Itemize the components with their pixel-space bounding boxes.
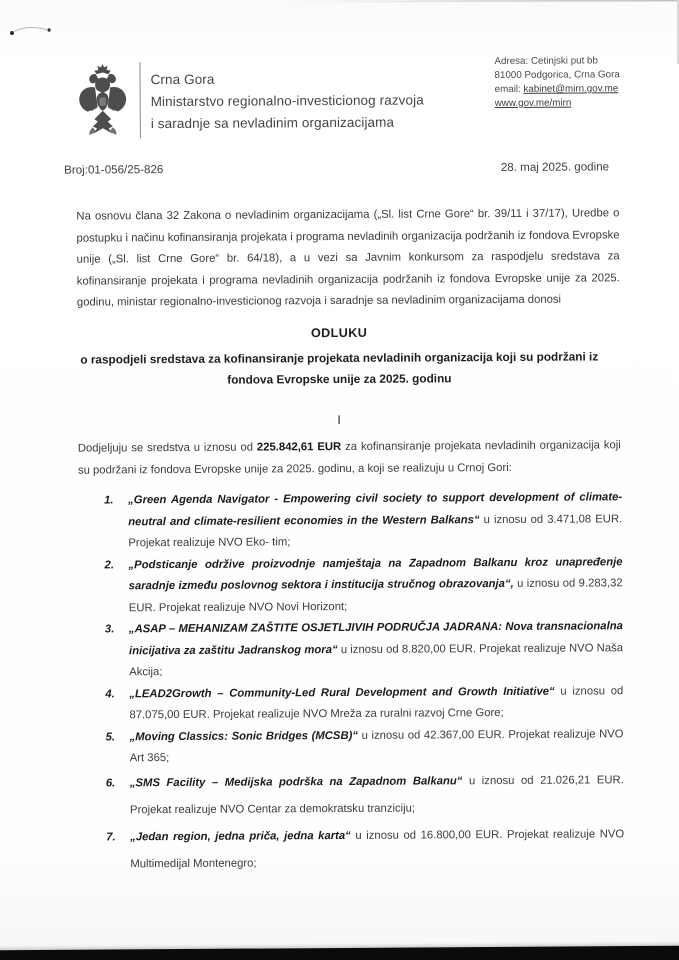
legal-basis-paragraph: Na osnovu člana 32 Zakona o nevladinim organizacijama („Sl. list Crne Gore“ br. 39/11 i 37/17), Uredbe o postupku i načinu kofinansiranja projekata i programa nevladinih organizacija podržanih iz fondova Evropske unije („Sl. list Crne Gore“ br. 64/18), a u vezi sa Javnim konkursom za raspodjelu sredstava za kofinansiranje projekata i programa nevladinih organizacija podržanih iz fondova Evropske unije za 2025. godinu, ministar regionalno-investicionog razvoja i saradnje sa nevladinim organizacijama donosi — [76, 207, 620, 309]
project-number: 3. — [104, 623, 115, 636]
address-street: Adresa: Cetinjski put bb — [494, 55, 598, 68]
list-item — [106, 767, 624, 824]
project-rest: u iznosu od 9.283,32 EUR. Projekat realizuje NVO Novi Horizont; — [128, 577, 623, 614]
ministry-name-line2: i saradnje sa nevladinim organizacijama — [150, 114, 395, 132]
decision-heading — [59, 324, 619, 391]
allocation-paragraph — [78, 435, 621, 481]
decision-subtitle: o raspodjeli sredstava za kofinansiranje projekata nevladinih organizacija koji su podržani iz fondova Evropske unije za 2025. godinu — [80, 349, 599, 387]
project-title: „Green Agenda Navigator - Empowering civil society to support development of climate-neutral and climate-resilient economies in the Western Balkans“ — [128, 491, 623, 528]
ministry-name-line1: Ministarstvo regionalno-investicionog razvoja — [150, 92, 424, 110]
email-label: email: — [494, 83, 524, 96]
list-item — [104, 487, 622, 555]
address-block — [494, 54, 620, 111]
project-title: „Jedan region, jedna priča, jedna karta“ — [130, 829, 351, 843]
website-link[interactable]: www.gov.me/mirn — [494, 97, 572, 110]
project-number: 7. — [106, 830, 116, 843]
letterhead — [77, 57, 424, 142]
country-name: Crna Gora — [150, 71, 215, 88]
montenegro-coat-of-arms-icon — [77, 62, 127, 142]
project-rest: u iznosu od 21.026,21 EUR. Projekat realizuje NVO Centar za demokratsku tranziciju; — [129, 773, 624, 816]
project-title: „SMS Facility – Medijska podrška na Zapadnom Balkanu“ — [129, 774, 463, 789]
project-number: 1. — [104, 494, 114, 507]
project-title: „Podsticanje održive proizvodnje namještaja na Zapadnom Balkanu kroz unapređenje saradnje između poslovnog sektora i institucija stručnog obrazovanja“, — [128, 555, 623, 593]
list-item — [106, 724, 624, 770]
project-rest: u iznosu od 42.367,00 EUR. Projekat realizuje NVO Art 365; — [129, 727, 624, 765]
project-number: 4. — [105, 687, 115, 700]
project-number: 5. — [105, 730, 116, 743]
document-date: 28. maj 2025. godine — [500, 160, 610, 175]
reference-number: Broj:01-056/25-826 — [64, 163, 164, 177]
project-rest: u iznosu od 3.471,08 EUR. Projekat realizuje NVO Eko- tim; — [128, 512, 623, 550]
project-title: „ASAP – MEHANIZAM ZAŠTITE OSJETLJIVIH PODRUČJA JADRANA: Nova transnacionalna inicijativa za zaštitu Jadranskog mora“ — [128, 620, 623, 657]
decision-title: ODLUKU — [310, 325, 368, 341]
letterhead-divider — [139, 62, 140, 138]
list-item — [105, 681, 623, 727]
project-title: „LEAD2Growth – Community-Led Rural Development and Growth Initiative“ — [129, 685, 555, 700]
list-item — [106, 821, 624, 878]
allocation-text-after: za kofinansiranje projekata nevladinih organizacija koji su podržani iz fondova Evropske unije za 2025. godinu, a koji se realizuju u Crnoj Gori: — [77, 439, 621, 477]
total-amount: 225.842,61 EUR — [256, 440, 342, 454]
email-link[interactable]: kabinet@mirn.gov.me — [523, 83, 619, 95]
ministry-block — [150, 57, 424, 135]
list-item — [104, 552, 622, 620]
reference-row — [64, 160, 609, 176]
address-city: 81000 Podgorica, Crna Gora — [494, 69, 620, 82]
address-email-line — [495, 82, 620, 97]
project-rest: u iznosu od 16.800,00 EUR. Projekat realizuje NVO Multimedijal Montenegro; — [130, 827, 625, 870]
allocation-text-before: Dodjeljuju se sredstva u iznosu od — [77, 441, 257, 455]
section-numeral: I — [337, 412, 341, 428]
list-item — [105, 616, 623, 684]
project-rest: u iznosu od 8.820,00 EUR. Projekat realizuje NVO Naša Akcija; — [129, 641, 624, 679]
project-title: „Moving Classics: Sonic Bridges (MCSB)“ — [129, 729, 359, 743]
project-rest: u iznosu od 87.075,00 EUR. Projekat realizuje NVO Mreža za ruralni razvoj Crne Gore; — [129, 684, 624, 722]
project-number: 2. — [104, 558, 114, 571]
project-number: 6. — [105, 776, 116, 789]
project-list — [104, 487, 624, 878]
